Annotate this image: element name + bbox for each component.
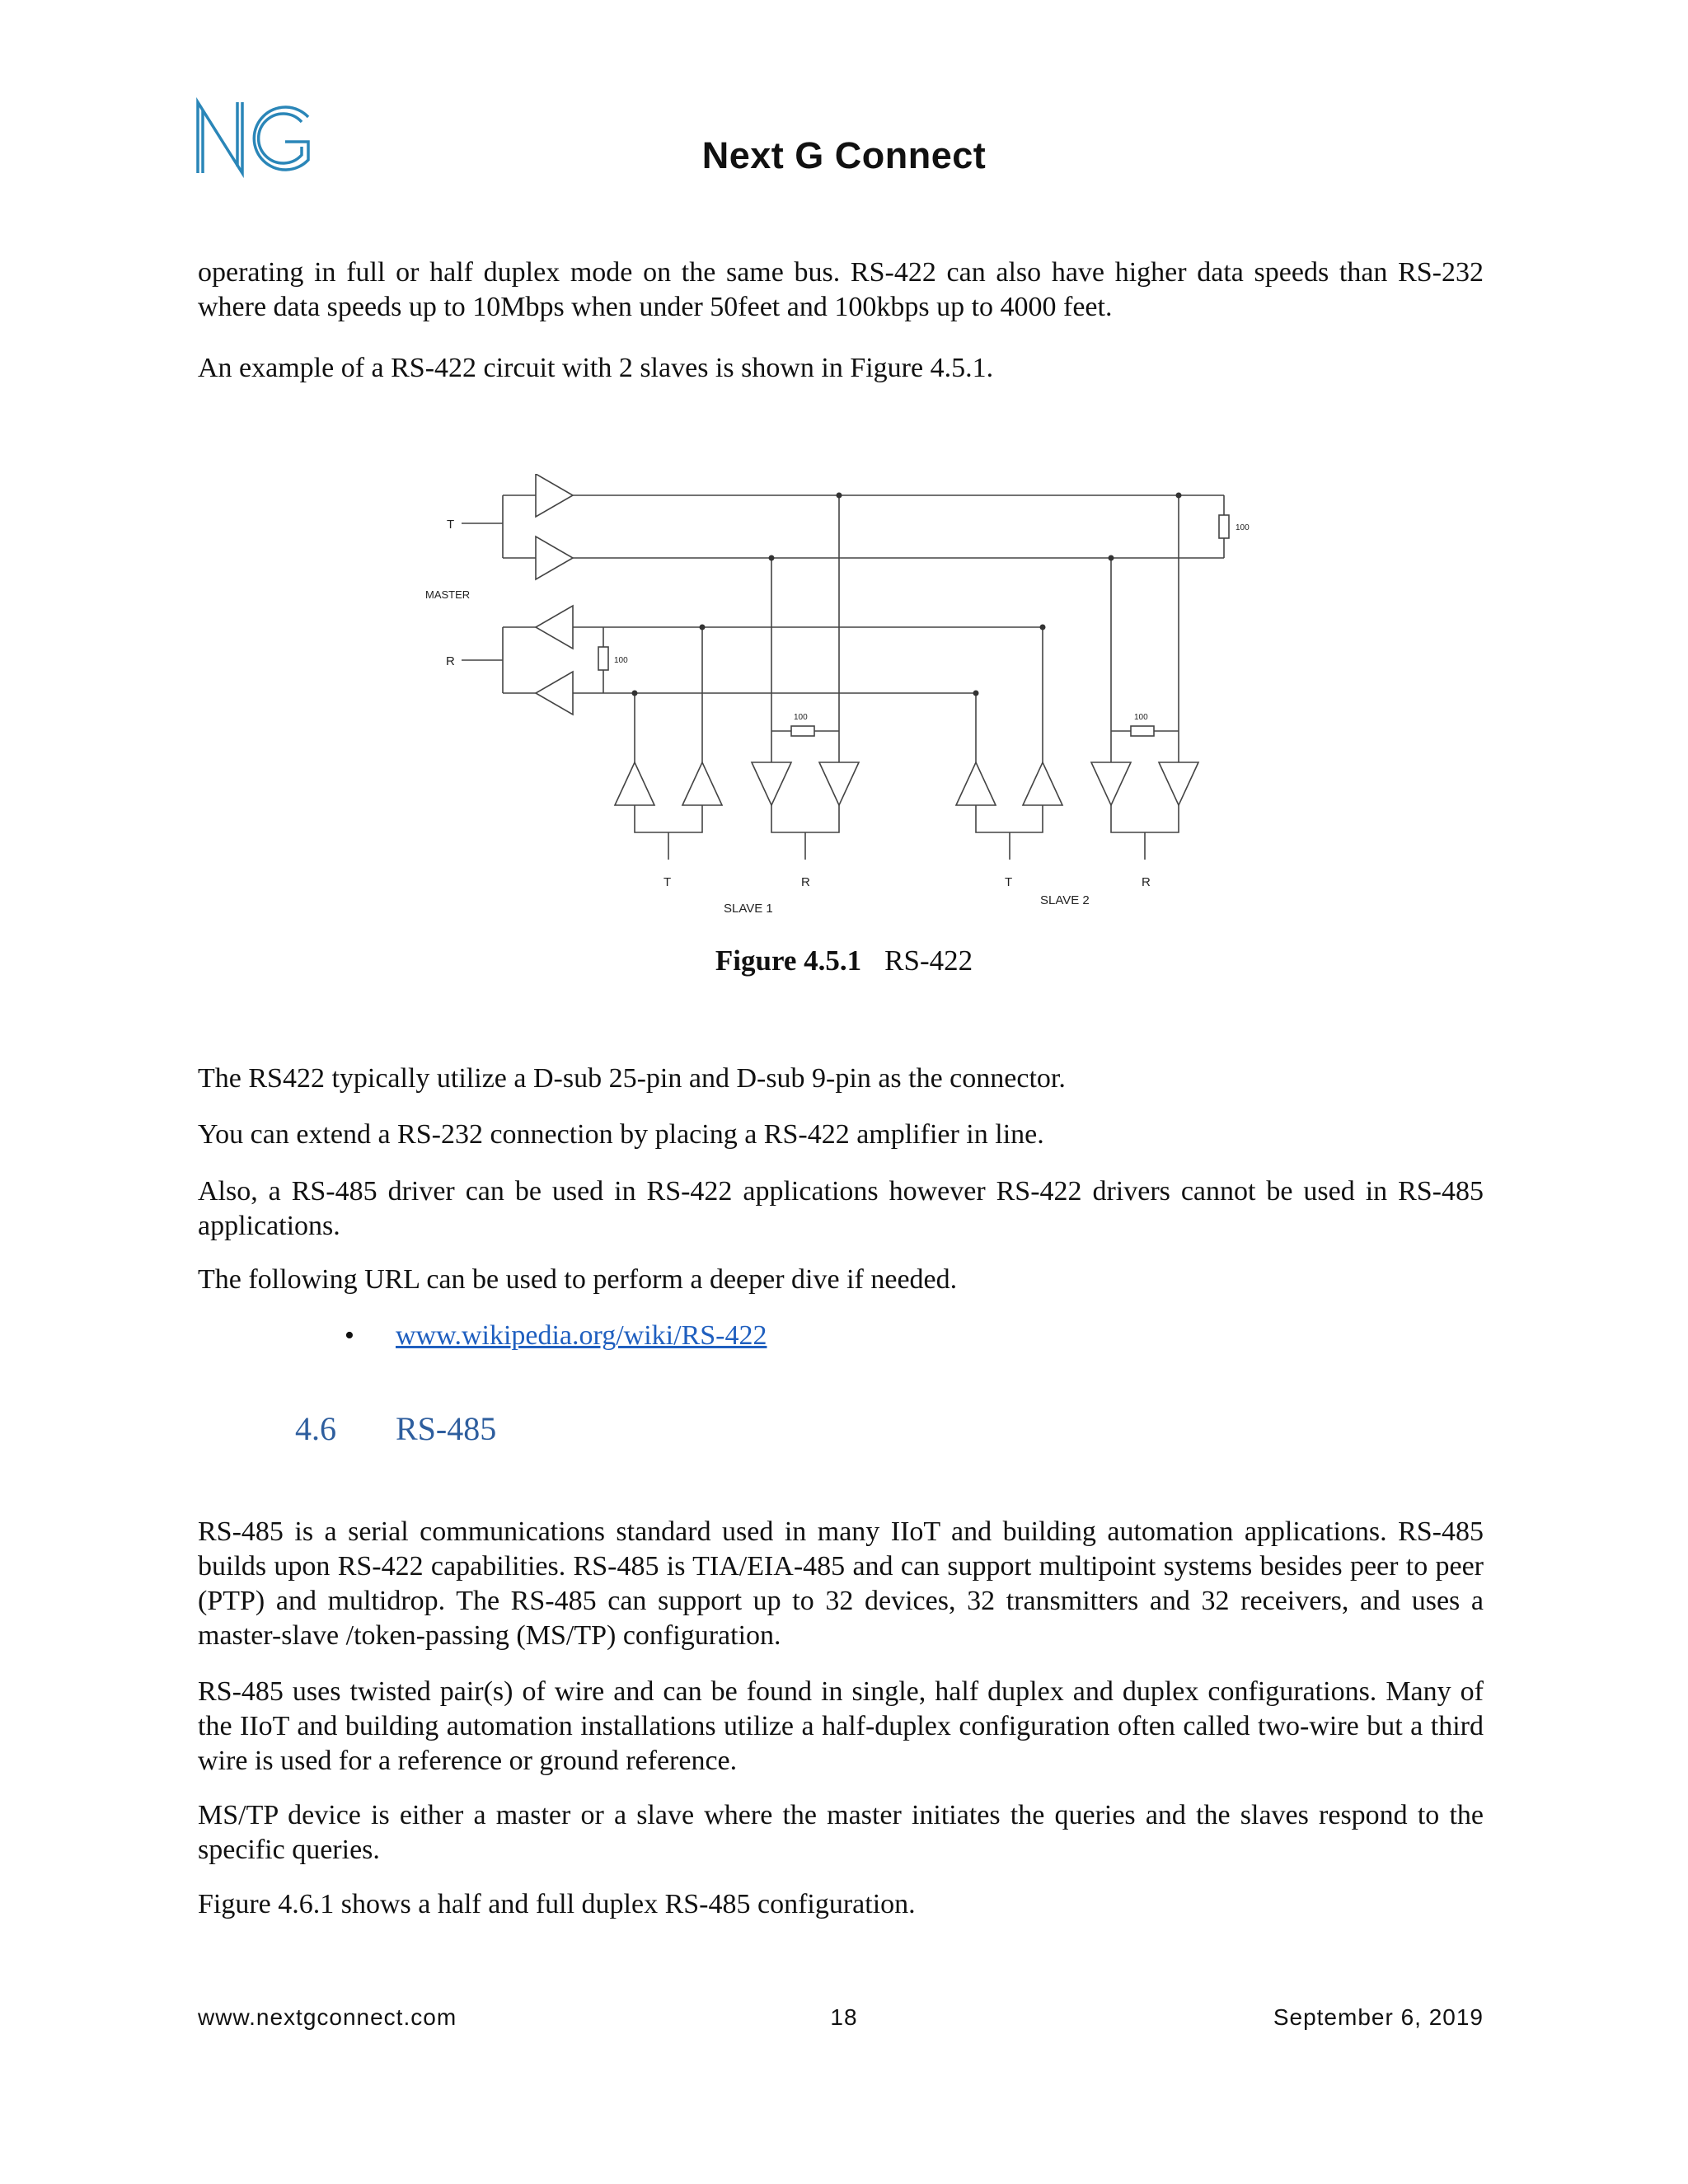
slave1-receiver-1 — [752, 762, 791, 805]
resistor-slave1-value: 100 — [794, 713, 808, 722]
body-paragraph-5: Also, a RS-485 driver can be used in RS-422 applications however RS-422 drivers cannot be used in RS-485 applications. — [198, 1176, 1484, 1241]
slave1-r-label: R — [801, 875, 810, 889]
master-r-label: R — [446, 654, 455, 668]
slave1-driver-1 — [615, 762, 654, 805]
footer-page-number: 18 — [830, 2004, 858, 2030]
slave2-receiver-2 — [1159, 762, 1198, 805]
slave1-t-label: T — [663, 875, 672, 889]
section-title: RS-485 — [396, 1410, 497, 1447]
master-receiver-2 — [536, 672, 573, 715]
wikipedia-link[interactable]: www.wikipedia.org/wiki/RS-422 — [396, 1320, 767, 1351]
rs485-paragraph-1: RS-485 is a serial communications standard used in many IIoT and building automation applications. RS-485 builds upon RS-422 capabilities. RS-485 is TIA/EIA-485 and can support multipoint systems besides peer to peer (PTP) and multidrop. The RS-485 can support up to 32 devices, 32 transmitters and 32 receivers, and uses a master-slave /token-passing (MS/TP) configuration. — [198, 1516, 1484, 1651]
rs485-paragraph-4: Figure 4.6.1 shows a half and full duplex RS-485 configuration. — [198, 1889, 916, 1919]
slave2-receiver-1 — [1091, 762, 1131, 805]
document-title: Next G Connect — [701, 134, 987, 176]
figure-caption-number: Figure 4.5.1 — [715, 944, 862, 977]
slave1-label: SLAVE 1 — [724, 902, 773, 916]
section-number: 4.6 — [295, 1410, 336, 1447]
rs485-paragraph-3: MS/TP device is either a master or a slave where the master initiates the queries and the slaves respond to the specific queries. — [198, 1800, 1484, 1865]
footer-website: www.nextgconnect.com — [198, 2004, 457, 2030]
slave2-t-label: T — [1005, 875, 1013, 889]
master-t-label: T — [447, 518, 455, 532]
slave1-driver-2 — [682, 762, 722, 805]
slave2-driver-2 — [1023, 762, 1062, 805]
resistor-slave2-value: 100 — [1134, 713, 1148, 722]
master-driver-1 — [536, 474, 573, 517]
figure-caption — [0, 944, 1688, 977]
body-paragraph-6: The following URL can be used to perform a deeper dive if needed. — [198, 1264, 958, 1295]
termination-resistor-slave2 — [1131, 726, 1154, 736]
resistor-master-value: 100 — [614, 656, 628, 665]
termination-resistor-slave1 — [791, 726, 814, 736]
master-driver-2 — [536, 537, 573, 579]
figure-caption-text: RS-422 — [884, 944, 973, 977]
rs485-paragraph-2: RS-485 uses twisted pair(s) of wire and can be found in single, half duplex and duplex configurations. Many of the IIoT and building automation installations utilize a half-duplex configuration often called two-wire but a third wire is used for a reference or ground reference. — [198, 1676, 1484, 1776]
resistor-top-value: 100 — [1236, 523, 1250, 532]
intro-paragraph-1: operating in full or half duplex mode on the same bus. RS-422 can also have higher data speeds than RS-232 where data speeds up to 10Mbps when under 50feet and 100kbps up to 4000 feet. — [198, 257, 1484, 322]
slave2-label: SLAVE 2 — [1040, 893, 1090, 907]
slave2-driver-1 — [956, 762, 996, 805]
rs422-circuit-figure — [412, 474, 1278, 935]
slave2-r-label: R — [1142, 875, 1151, 889]
body-paragraph-3: The RS422 typically utilize a D-sub 25-pin and D-sub 9-pin as the connector. — [198, 1063, 1066, 1094]
footer-date: September 6, 2019 — [1273, 2004, 1484, 2030]
bullet-marker: • — [345, 1320, 354, 1351]
termination-resistor-top — [1219, 515, 1229, 538]
slave1-receiver-2 — [819, 762, 859, 805]
master-label: MASTER — [425, 588, 471, 601]
rs422-circuit-diagram — [412, 474, 1278, 935]
master-receiver-1 — [536, 606, 573, 649]
termination-resistor-master — [598, 647, 608, 670]
intro-paragraph-2: An example of a RS-422 circuit with 2 slaves is shown in Figure 4.5.1. — [198, 353, 994, 383]
body-paragraph-4: You can extend a RS-232 connection by placing a RS-422 amplifier in line. — [198, 1119, 1044, 1150]
